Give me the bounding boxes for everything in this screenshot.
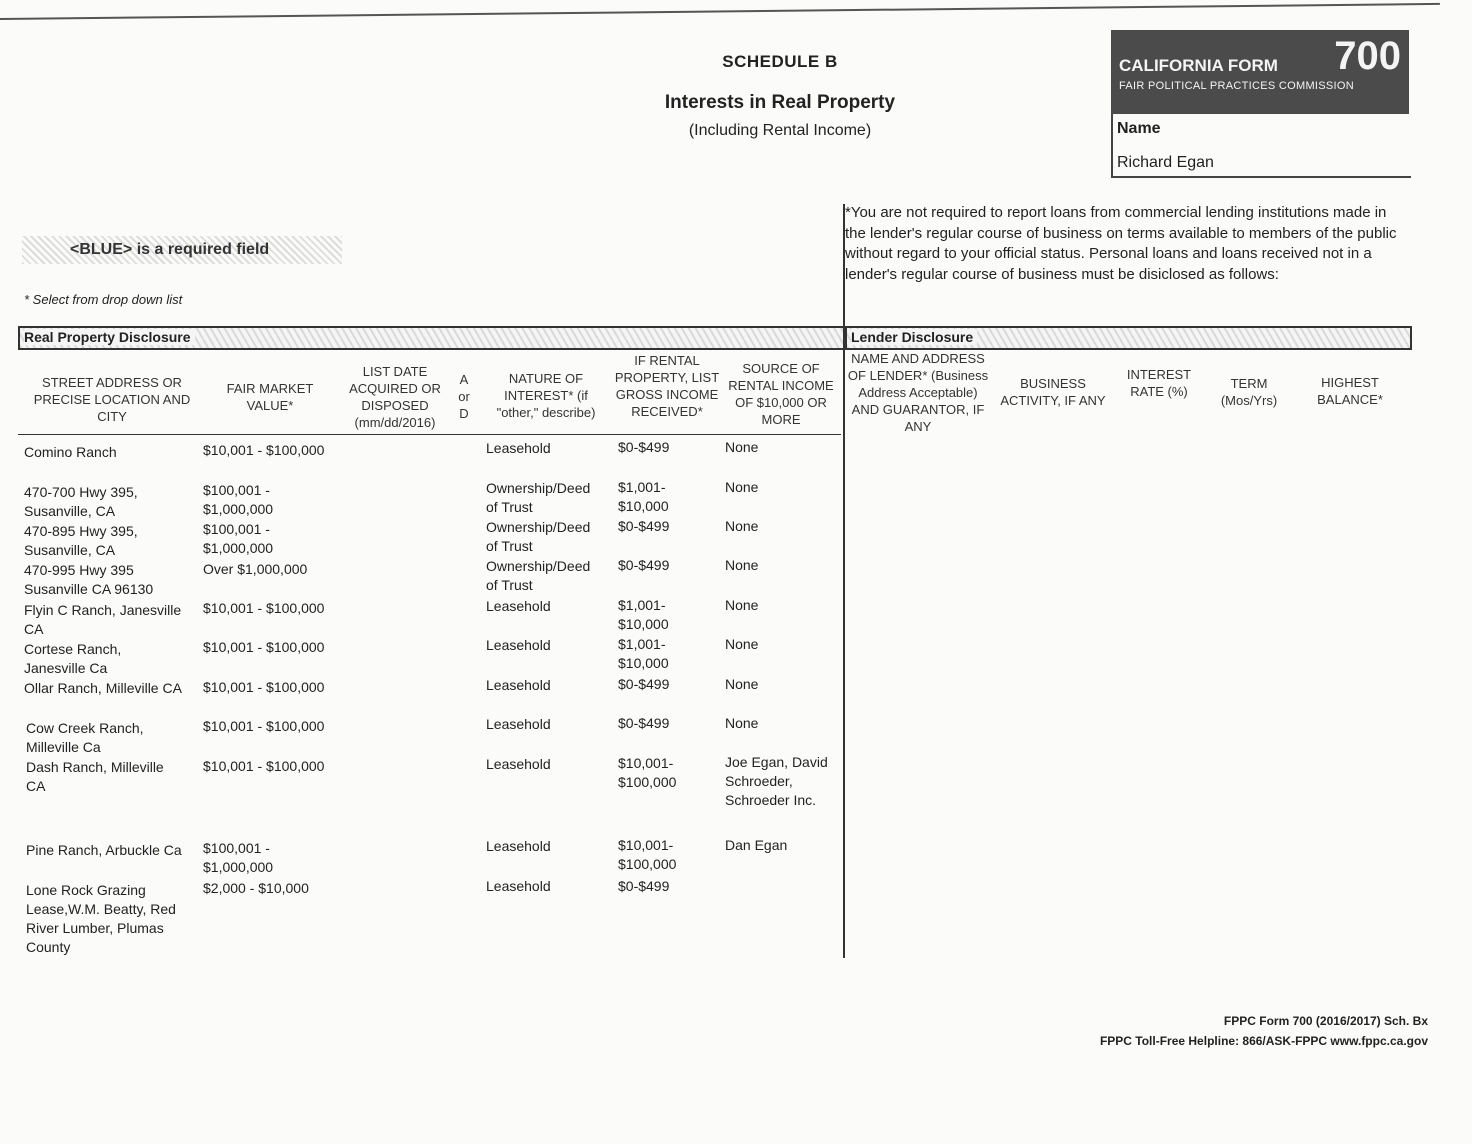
select-note: * Select from drop down list bbox=[24, 292, 183, 307]
col-list-date: LIST DATE ACQUIRED OR DISPOSED (mm/dd/2016) bbox=[349, 364, 441, 430]
row-address: 470-895 Hwy 395, Susanville, CA bbox=[24, 523, 138, 558]
col-gross-income: IF RENTAL PROPERTY, LIST GROSS INCOME RECEIVED* bbox=[614, 353, 720, 419]
row-source: None bbox=[725, 439, 759, 455]
row-source: None bbox=[725, 636, 759, 652]
row-fmv: $10,001 - $100,000 bbox=[203, 442, 325, 458]
page-title: Interests in Real Property bbox=[664, 92, 896, 113]
row-source: Dan Egan bbox=[725, 837, 788, 853]
row-nature: Leasehold bbox=[486, 716, 551, 732]
row-income: $1,001- $10,000 bbox=[618, 479, 669, 514]
row-nature: Leasehold bbox=[486, 637, 551, 653]
row-address: Lone Rock Grazing Lease,W.M. Beatty, Red River Lumber, Plumas County bbox=[26, 882, 176, 955]
row-fmv: $100,001 - $1,000,000 bbox=[203, 482, 274, 517]
col-address: STREET ADDRESS OR PRECISE LOCATION AND CITY bbox=[33, 375, 191, 424]
real-property-band bbox=[18, 326, 845, 350]
col-business: BUSINESS ACTIVITY, IF ANY bbox=[1000, 376, 1106, 408]
row-source: None bbox=[725, 597, 759, 613]
row-nature: Leasehold bbox=[486, 440, 551, 456]
row-source: None bbox=[725, 557, 759, 573]
row-nature: Leasehold bbox=[486, 756, 551, 772]
row-nature: Leasehold bbox=[486, 878, 551, 894]
row-nature: Ownership/Deed of Trust bbox=[486, 558, 591, 593]
lender-band bbox=[845, 326, 1412, 350]
helpline: FPPC Toll-Free Helpline: 866/ASK-FPPC www.fppc.ca.gov bbox=[1099, 1034, 1428, 1048]
row-fmv: $10,001 - $100,000 bbox=[203, 639, 325, 655]
row-fmv: $100,001 - $1,000,000 bbox=[203, 840, 274, 875]
row-address: Comino Ranch bbox=[24, 444, 117, 460]
col-term: TERM (Mos/Yrs) bbox=[1220, 376, 1278, 408]
row-nature: Leasehold bbox=[486, 598, 551, 614]
row-address: Ollar Ranch, Milleville CA bbox=[24, 680, 182, 696]
col-fmv: FAIR MARKET VALUE* bbox=[226, 381, 314, 413]
name-field[interactable]: Richard Egan bbox=[1117, 154, 1214, 171]
row-address: Dash Ranch, Milleville CA bbox=[26, 759, 164, 794]
row-income: $0-$499 bbox=[618, 878, 670, 894]
row-fmv: $100,001 - $1,000,000 bbox=[203, 521, 274, 556]
row-fmv: Over $1,000,000 bbox=[203, 561, 308, 577]
row-nature: Ownership/Deed of Trust bbox=[486, 519, 591, 554]
row-address: Flyin C Ranch, Janesville CA bbox=[24, 602, 182, 637]
row-income: $0-$499 bbox=[618, 715, 670, 731]
row-income: $0-$499 bbox=[618, 557, 670, 573]
commission-label: FAIR POLITICAL PRACTICES COMMISSION bbox=[1119, 80, 1355, 92]
form-number-box bbox=[1111, 30, 1409, 114]
row-source: None bbox=[725, 676, 759, 692]
form-label: CALIFORNIA FORM bbox=[1119, 56, 1278, 75]
row-income: $10,001- $100,000 bbox=[618, 837, 677, 872]
col-a-or-d: A or D bbox=[458, 372, 470, 421]
form-reference: FPPC Form 700 (2016/2017) Sch. Bx bbox=[1223, 1014, 1428, 1028]
name-label: Name bbox=[1117, 120, 1161, 137]
row-nature: Leasehold bbox=[486, 677, 551, 693]
col-rate: INTEREST RATE (%) bbox=[1126, 367, 1192, 399]
row-address: 470-700 Hwy 395, Susanville, CA bbox=[24, 484, 138, 519]
row-source: Joe Egan, David Schroeder, Schroeder Inc. bbox=[725, 754, 828, 808]
name-box bbox=[1111, 114, 1411, 178]
row-address: Cow Creek Ranch, Milleville Ca bbox=[26, 720, 144, 755]
row-address: Cortese Ranch, Janesville Ca bbox=[24, 641, 122, 676]
col-source: SOURCE OF RENTAL INCOME OF $10,000 OR MORE bbox=[728, 361, 834, 427]
row-income: $0-$499 bbox=[618, 676, 670, 692]
section-divider bbox=[843, 204, 845, 958]
row-address: Pine Ranch, Arbuckle Ca bbox=[26, 842, 182, 858]
row-income: $1,001- $10,000 bbox=[618, 597, 669, 632]
row-fmv: $10,001 - $100,000 bbox=[203, 679, 325, 695]
real-property-title: Real Property Disclosure bbox=[24, 329, 195, 345]
row-nature: Leasehold bbox=[486, 838, 551, 854]
row-income: $0-$499 bbox=[618, 518, 670, 534]
row-source: None bbox=[725, 518, 759, 534]
col-lender-name: NAME AND ADDRESS OF LENDER* (Business Address Acceptable) AND GUARANTOR, IF ANY bbox=[847, 351, 989, 434]
top-rule bbox=[0, 3, 1440, 20]
header-rule bbox=[18, 434, 841, 435]
row-fmv: $10,001 - $100,000 bbox=[203, 758, 325, 774]
loan-disclosure-note: *You are not required to report loans from commercial lending institutions made in the lender's regular course of business on terms available to members of the public without regard to your official status. Personal loans and loans received not in a lender's regular course of business must be disiclosed as follows: bbox=[845, 204, 1397, 283]
row-fmv: $10,001 - $100,000 bbox=[203, 718, 325, 734]
row-fmv: $10,001 - $100,000 bbox=[203, 600, 325, 616]
row-income: $10,001- $100,000 bbox=[618, 755, 677, 790]
required-field-note: <BLUE> is a required field bbox=[22, 236, 342, 264]
page-subtitle: (Including Rental Income) bbox=[688, 122, 872, 139]
col-nature: NATURE OF INTEREST* (if "other," describe) bbox=[496, 371, 596, 420]
row-source: None bbox=[725, 479, 759, 495]
form-number: 700 bbox=[1334, 34, 1401, 78]
row-source: None bbox=[725, 715, 759, 731]
row-fmv: $2,000 - $10,000 bbox=[203, 880, 309, 896]
row-nature: Ownership/Deed of Trust bbox=[486, 480, 591, 515]
col-balance: HIGHEST BALANCE* bbox=[1317, 375, 1383, 407]
lender-title: Lender Disclosure bbox=[851, 329, 977, 345]
schedule-label: SCHEDULE B bbox=[722, 52, 838, 71]
row-income: $0-$499 bbox=[618, 439, 670, 455]
row-address: 470-995 Hwy 395 Susanville CA 96130 bbox=[24, 562, 154, 597]
row-income: $1,001- $10,000 bbox=[618, 636, 669, 671]
